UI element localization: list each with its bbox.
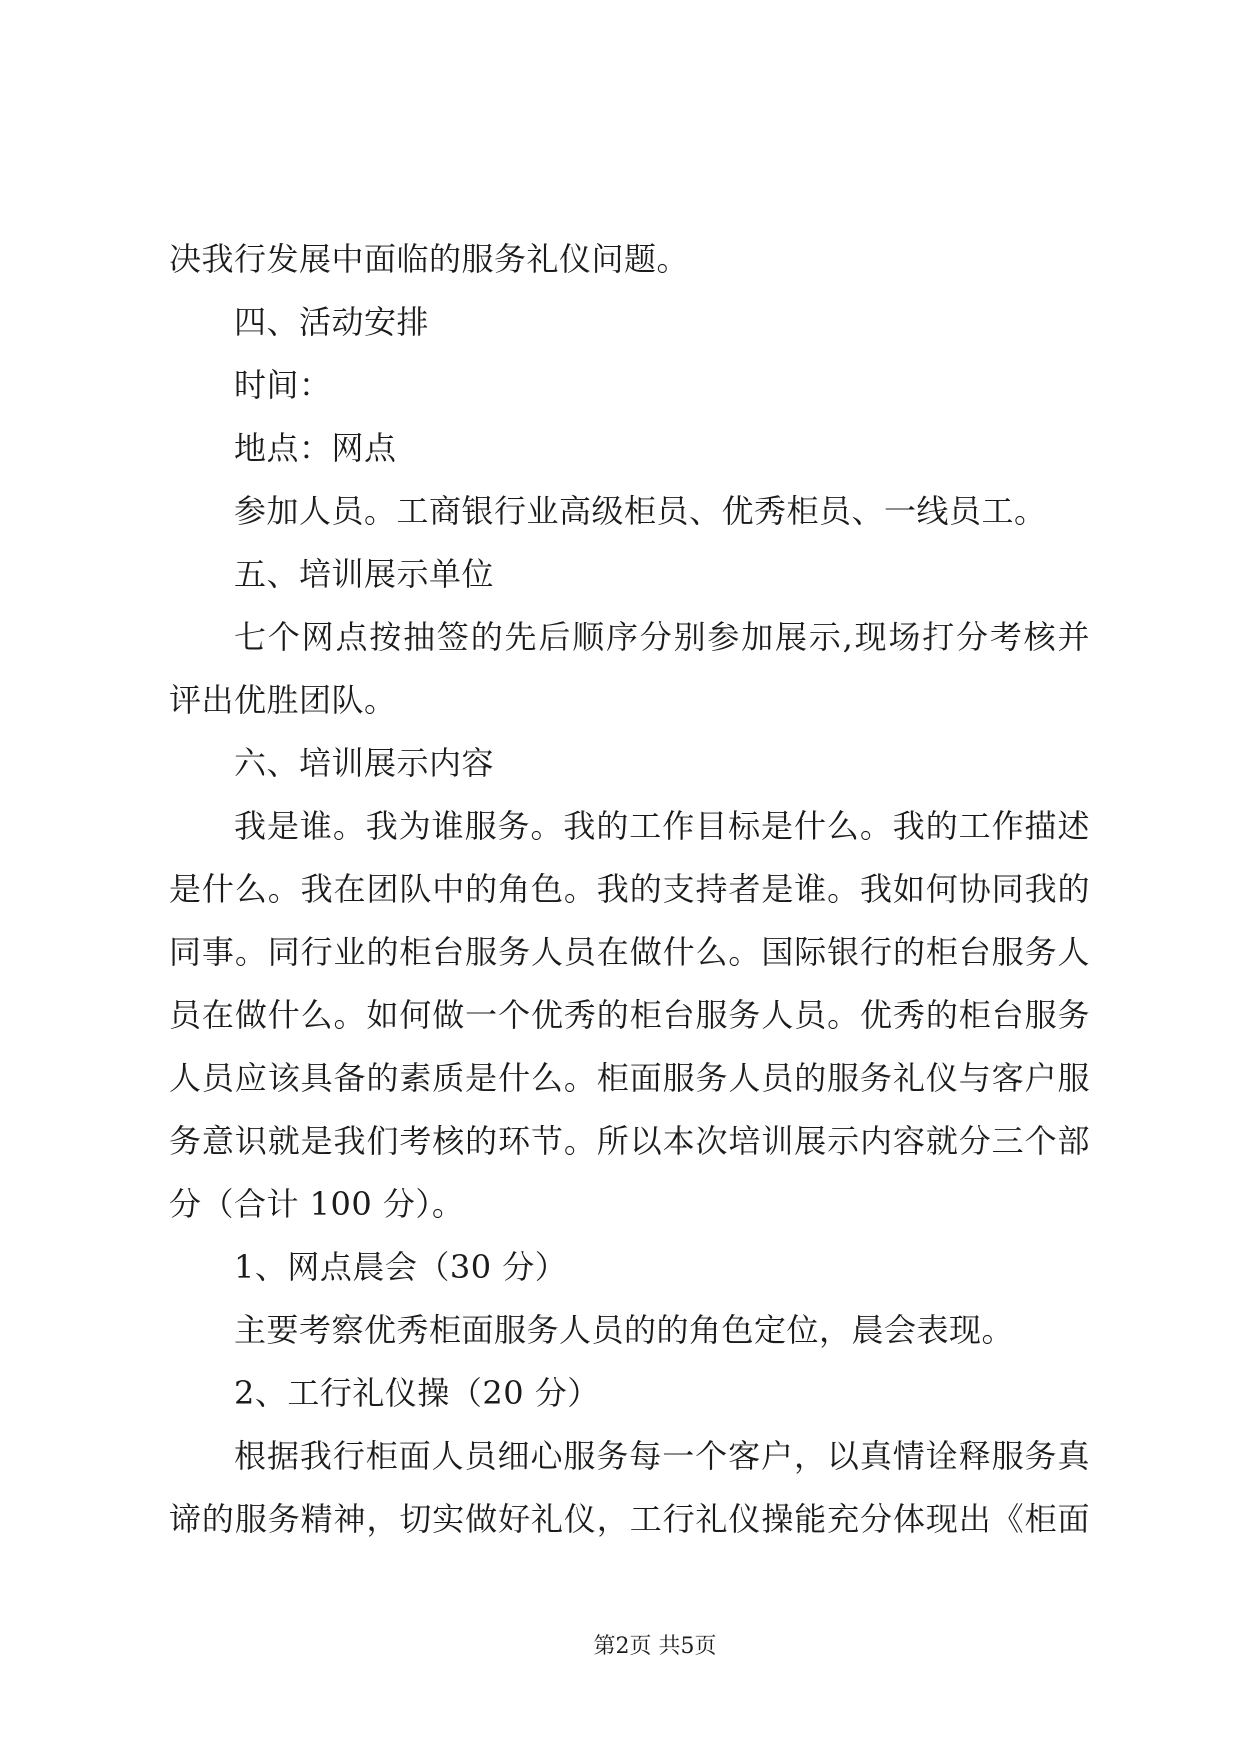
body-line: 主要考察优秀柜面服务人员的的角色定位，晨会表现。 [234,1311,1015,1349]
body-line: 是什么。我在团队中的角色。我的支持者是谁。我如何协同我的 [169,870,1090,908]
body-line: 务意识就是我们考核的环节。所以本次培训展示内容就分三个部 [169,1122,1090,1160]
page-number-footer: 第2页 共5页 [593,1634,717,1659]
body-line: 决我行发展中面临的服务礼仪问题。 [169,240,690,278]
body-line: 根据我行柜面人员细心服务每一个客户，以真情诠释服务真 [234,1437,1090,1475]
body-line: 参加人员。工商银行业高级柜员、优秀柜员、一线员工。 [234,492,1047,530]
body-line: 我是谁。我为谁服务。我的工作目标是什么。我的工作描述 [234,807,1090,845]
subsection-heading: 1、网点晨会（30 分） [234,1248,568,1286]
body-line: 员在做什么。如何做一个优秀的柜台服务人员。优秀的柜台服务 [169,996,1090,1034]
section-heading: 六、培训展示内容 [234,744,495,782]
section-heading: 四、活动安排 [234,303,430,341]
body-line: 评出优胜团队。 [169,681,397,719]
body-line: 谛的服务精神，切实做好礼仪，工行礼仪操能充分体现出《柜面 [169,1500,1090,1538]
body-line: 人员应该具备的素质是什么。柜面服务人员的服务礼仪与客户服 [169,1059,1090,1097]
body-line: 同事。同行业的柜台服务人员在做什么。国际银行的柜台服务人 [169,933,1090,971]
body-line: 时间： [234,366,332,404]
section-heading: 五、培训展示单位 [234,555,495,593]
body-line: 分（合计 100 分）。 [169,1185,465,1223]
subsection-heading: 2、工行礼仪操（20 分） [234,1374,600,1412]
document-body [169,228,1090,1551]
body-line: 七个网点按抽签的先后顺序分别参加展示,现场打分考核并 [234,618,1090,656]
body-line: 地点：网点 [234,429,397,467]
